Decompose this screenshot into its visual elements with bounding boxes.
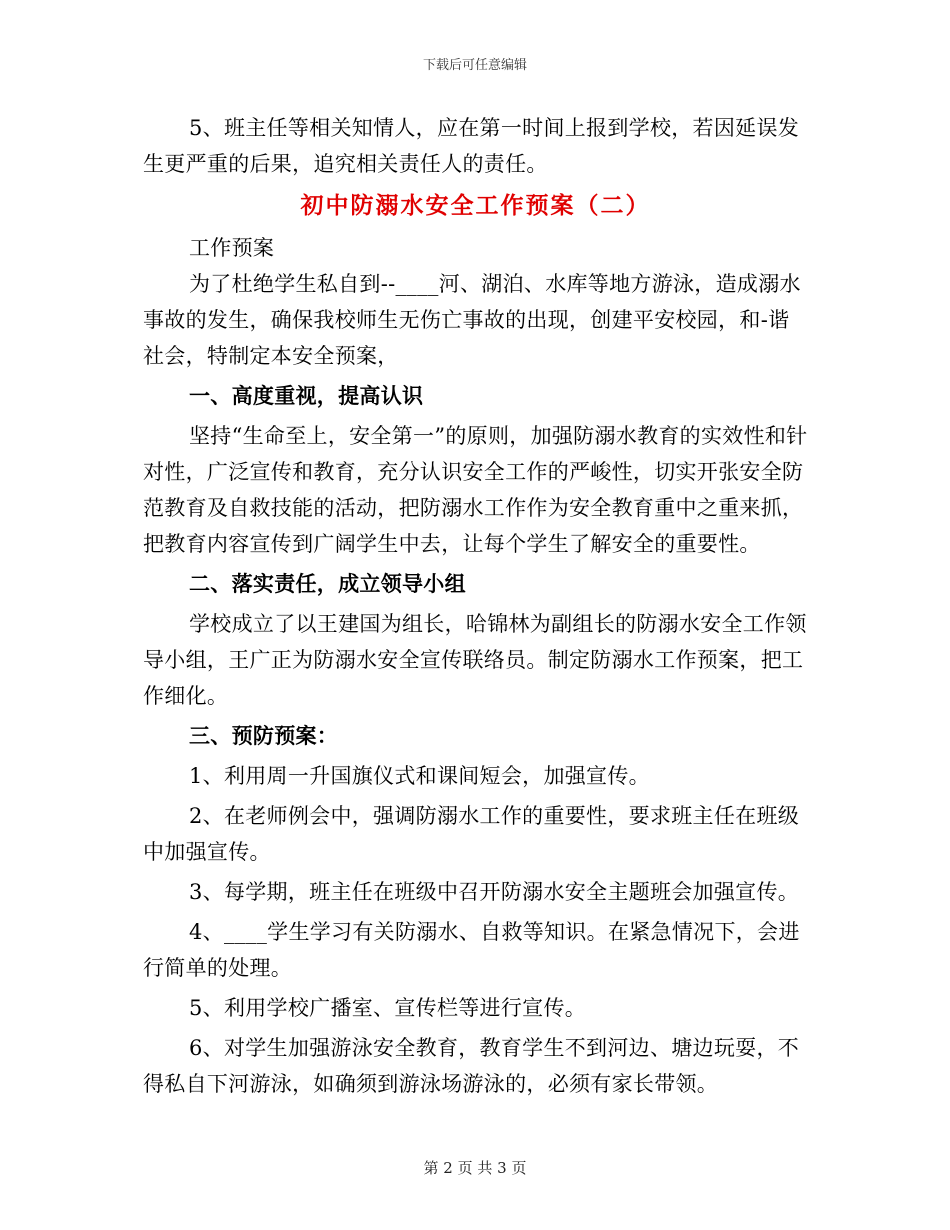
section-heading-2: 二、落实责任，成立领导小组 xyxy=(189,571,466,596)
list-item-1: 1、利用周一升国旗仪式和课间短会，加强宣传。 xyxy=(189,764,650,788)
list-item-3: 3、每学期，班主任在班级中召开防溺水安全主题班会加强宣传。 xyxy=(189,880,800,904)
section-heading-1: 一、高度重视，提高认识 xyxy=(189,383,424,408)
list-item-4: 4、____学生学习有关防溺水、自救等知识。在紧急情况下，会进行简单的处理。 xyxy=(143,920,800,980)
list-item-5: 5、利用学校广播室、宣传栏等进行宣传。 xyxy=(189,996,587,1020)
document-body xyxy=(143,110,808,1102)
list-item-2: 2、在老师例会中，强调防溺水工作的重要性，要求班主任在班级中加强宣传。 xyxy=(143,804,800,864)
section-1-paragraph: 坚持“生命至上，安全第一”的原则，加强防溺水教育的实效性和针对性，广泛宣传和教育，充分认识安全工作的严峻性，切实开张安全防范教育及自救技能的活动，把防溺水工作作为安全教育重中之重来抓，把教育内容宣传到广阔学生中去，让每个学生了解安全的重要性。 xyxy=(143,424,808,556)
section-heading-3: 三、预防预案： xyxy=(189,723,339,748)
subtitle: 工作预案 xyxy=(189,236,275,260)
paragraph-item-5-intro: 5、班主任等相关知情人，应在第一时间上报到学校，若因延误发生更严重的后果，追究相关责任人的责任。 xyxy=(143,116,800,176)
section-2-paragraph: 学校成立了以王建国为组长，哈锦林为副组长的防溺水安全工作领导小组，王广正为防溺水安全宣传联络员。制定防溺水工作预案，把工作细化。 xyxy=(143,612,807,708)
list-item-6: 6、对学生加强游泳安全教育，教育学生不到河边、塘边玩耍，不得私自下河游泳，如确须到游泳场游泳的，必须有家长带领。 xyxy=(143,1036,800,1096)
document-title: 初中防溺水安全工作预案（二） xyxy=(300,192,651,219)
purpose-paragraph: 为了杜绝学生私自到--____河、湖泊、水库等地方游泳，造成溺水事故的发生，确保我校师生无伤亡事故的出现，创建平安校园，和-谐社会，特制定本安全预案， xyxy=(143,272,801,368)
header-note: 下载后可任意编辑 xyxy=(422,58,527,73)
page-footer: 第 2 页 共 3 页 xyxy=(423,1159,527,1177)
